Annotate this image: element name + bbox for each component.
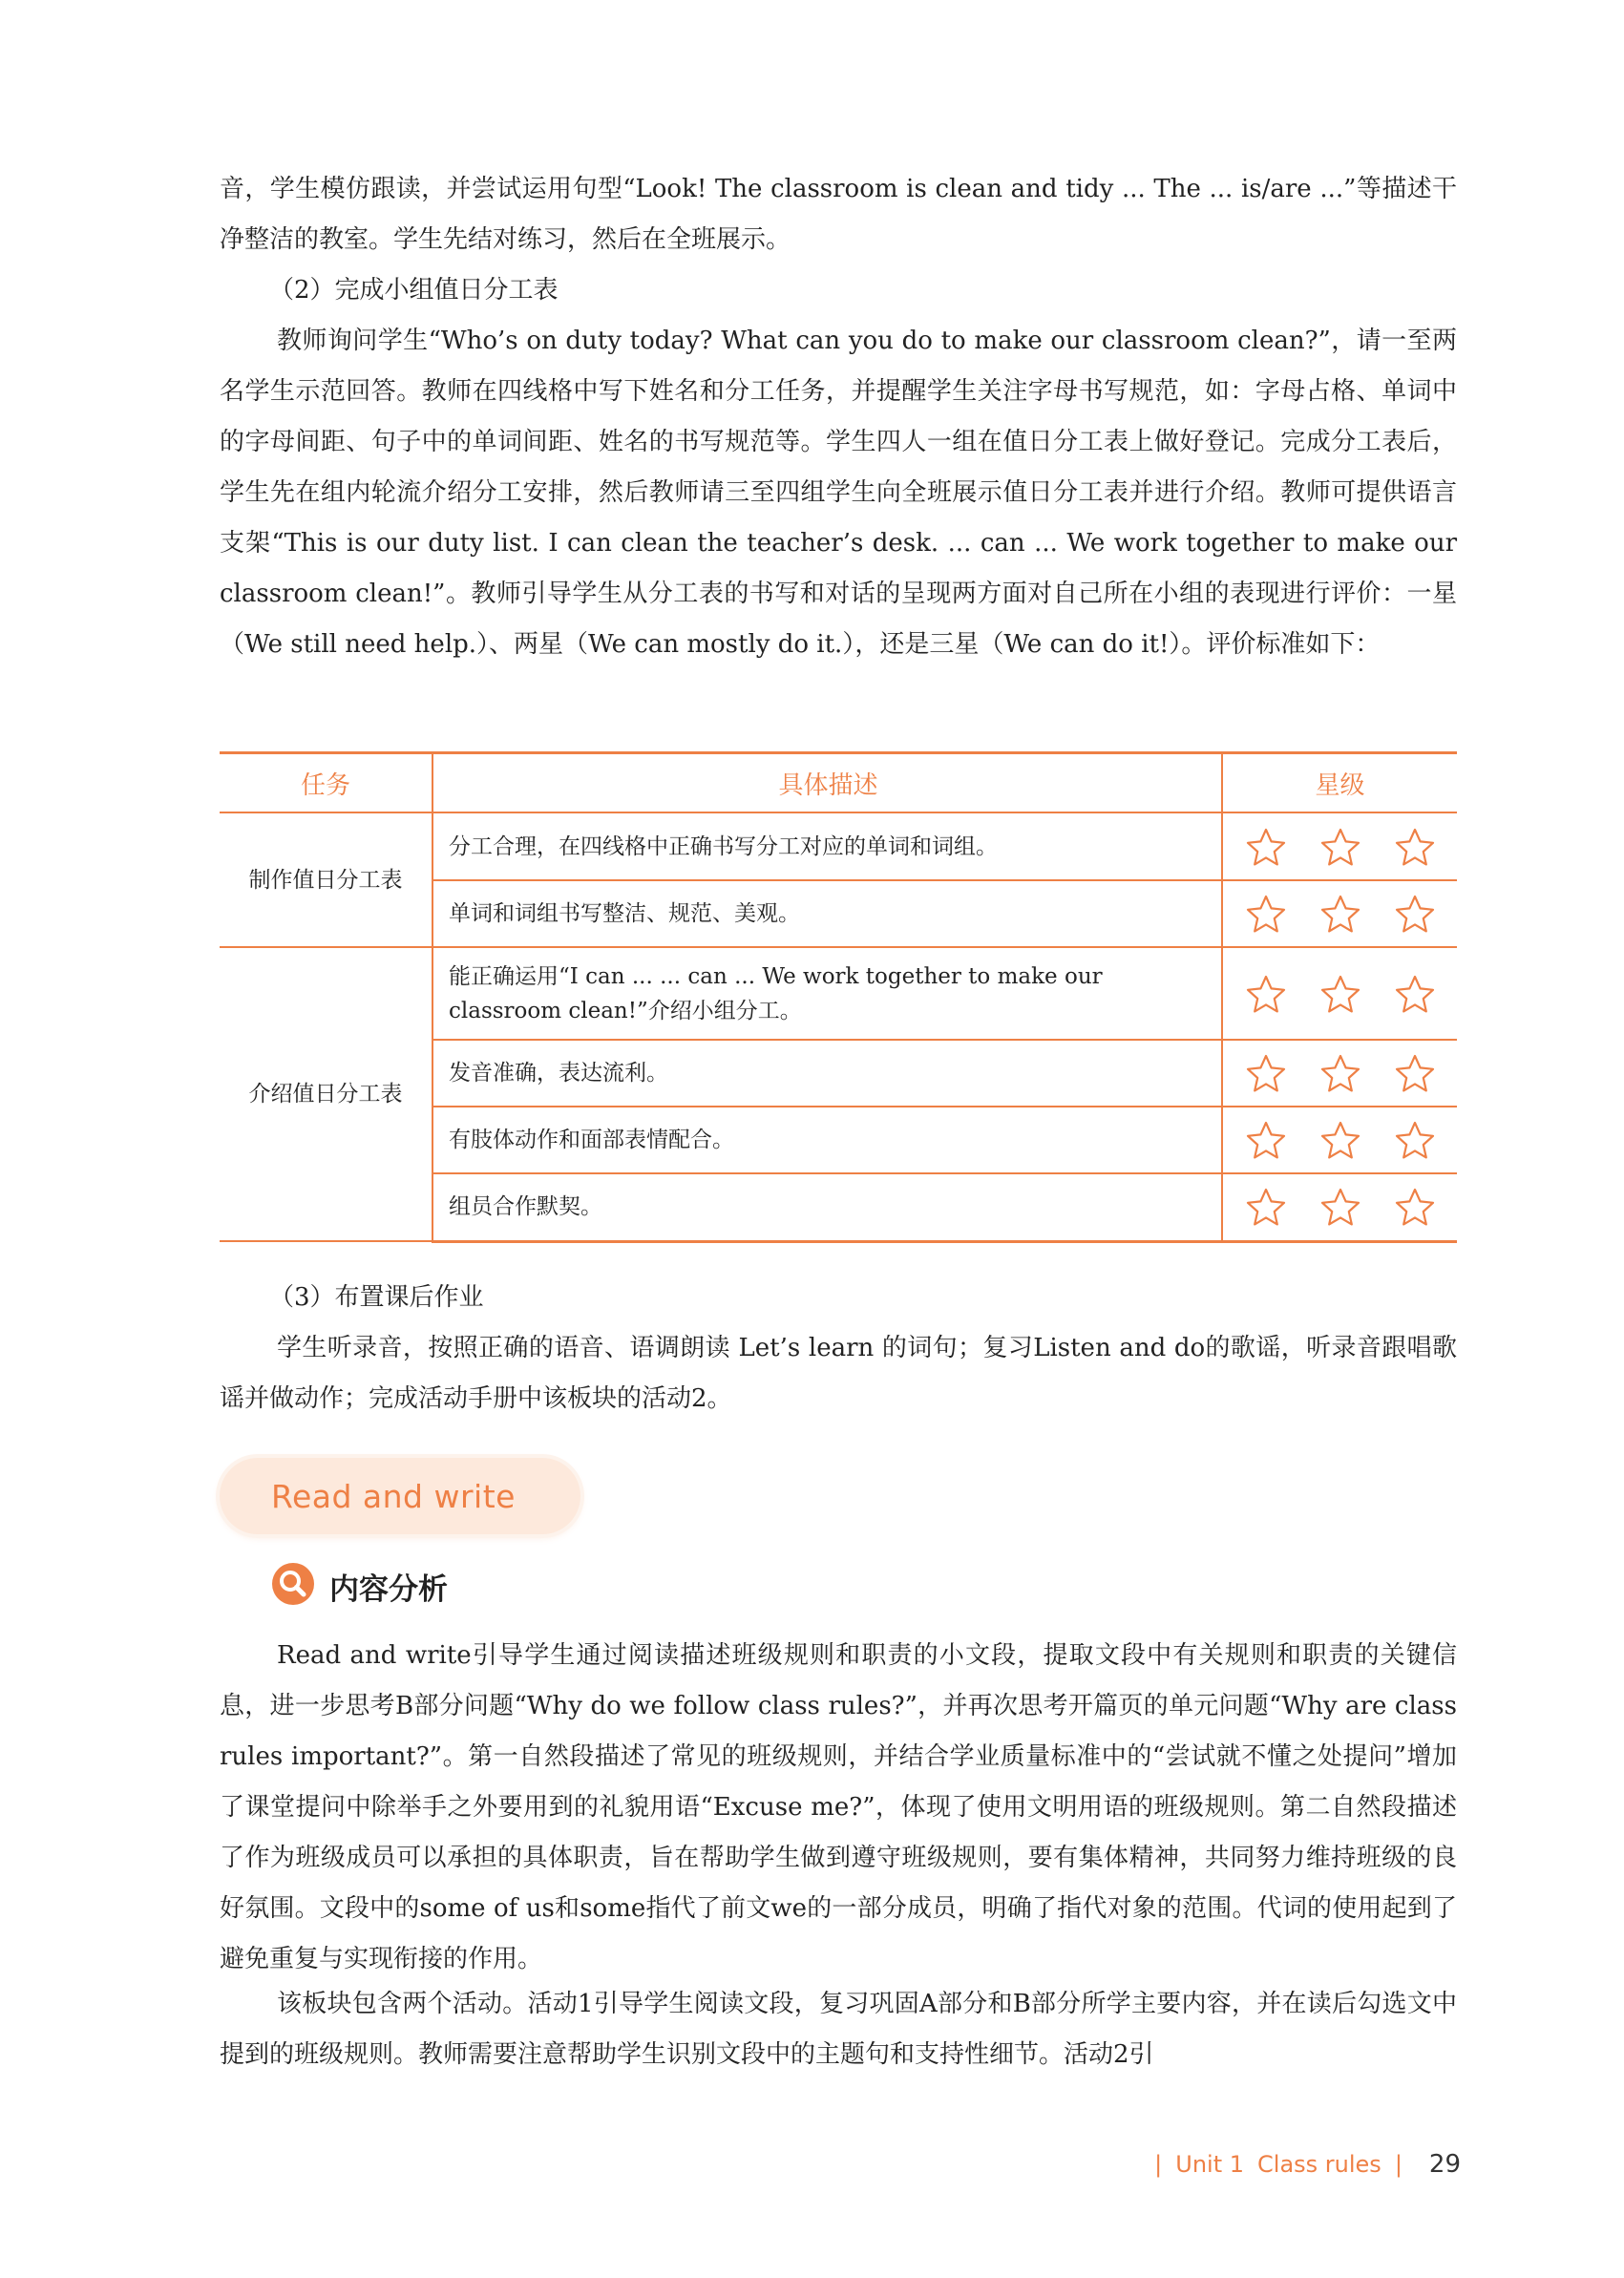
- star-outline-icon: [1319, 894, 1361, 934]
- star-outline-icon: [1319, 1053, 1361, 1093]
- intro-paragraph: 音，学生模仿跟读，并尝试运用句型“Look! The classroom is clean and tidy ... The ... is/are ...”等描述干净整洁的教室。学生先结对练习，然后在全班展示。: [220, 175, 1457, 254]
- analysis-paragraph-2: 该板块包含两个活动。活动1引导学生阅读文段，复习巩固A部分和B部分所学主要内容，并在读后勾选文中提到的班级规则。教师需要注意帮助学生识别文段中的主题句和支持性细节。活动2引: [220, 1990, 1457, 2069]
- header-description: 具体描述: [432, 753, 1222, 813]
- star-outline-icon: [1245, 1053, 1287, 1093]
- star-rating: [1224, 1187, 1456, 1227]
- page-number: 29: [1428, 2150, 1461, 2179]
- star-outline-icon: [1394, 974, 1436, 1014]
- footer-separator: |: [1154, 2151, 1163, 2178]
- magnifier-icon: [270, 1561, 316, 1611]
- section-pill-label: Read and write: [271, 1477, 516, 1515]
- star-outline-icon: [1245, 894, 1287, 934]
- step3-paragraph: 学生听录音，按照正确的语音、语调朗读 Let’s learn 的词句；复习Listen and do的歌谣，听录音跟唱歌谣并做动作；完成活动手册中该板块的活动2。: [220, 1334, 1457, 1413]
- star-outline-icon: [1394, 894, 1436, 934]
- description-cell: 分工合理，在四线格中正确书写分工对应的单词和词组。: [432, 812, 1222, 880]
- description-cell: 单词和词组书写整洁、规范、美观。: [432, 880, 1222, 947]
- table-row: [220, 812, 1457, 880]
- star-outline-icon: [1245, 827, 1287, 867]
- footer-unit: Unit 1: [1175, 2151, 1245, 2178]
- star-outline-icon: [1245, 1187, 1287, 1227]
- table-header-row: [220, 753, 1457, 813]
- rating-cell: [1222, 1040, 1457, 1107]
- description-cell: 能正确运用“I can ... ... can ... We work together to make our classroom clean!”介绍小组分工。: [432, 947, 1222, 1040]
- step2-heading: （2）完成小组值日分工表: [269, 276, 559, 305]
- section-pill: [220, 1458, 580, 1534]
- task-cell: 介绍值日分工表: [220, 947, 432, 1241]
- description-cell: 有肢体动作和面部表情配合。: [432, 1107, 1222, 1173]
- rating-cell: [1222, 880, 1457, 947]
- star-rating: [1224, 827, 1456, 867]
- header-task: 任务: [220, 753, 432, 813]
- description-cell: 发音准确，表达流利。: [432, 1040, 1222, 1107]
- star-outline-icon: [1394, 1120, 1436, 1160]
- star-rating: [1224, 1053, 1456, 1093]
- section-title: 内容分析: [329, 1571, 448, 1607]
- star-rating: [1224, 1120, 1456, 1160]
- step3-heading: （3）布置课后作业: [269, 1283, 484, 1312]
- star-outline-icon: [1245, 974, 1287, 1014]
- table-row: [220, 947, 1457, 1040]
- rating-cell: [1222, 1173, 1457, 1241]
- header-rating: 星级: [1222, 753, 1457, 813]
- footer-separator: |: [1394, 2151, 1403, 2178]
- evaluation-table: [220, 751, 1457, 1243]
- star-outline-icon: [1394, 1053, 1436, 1093]
- star-outline-icon: [1245, 1120, 1287, 1160]
- star-outline-icon: [1319, 827, 1361, 867]
- star-outline-icon: [1319, 974, 1361, 1014]
- star-outline-icon: [1394, 1187, 1436, 1227]
- star-outline-icon: [1319, 1120, 1361, 1160]
- star-outline-icon: [1394, 827, 1436, 867]
- rating-cell: [1222, 947, 1457, 1040]
- task-cell: 制作值日分工表: [220, 812, 432, 947]
- star-rating: [1224, 894, 1456, 934]
- step2-paragraph: 教师询问学生“Who’s on duty today? What can you do to make our classroom clean?”，请一至两名学生示范回答。教师在四线格中写下姓名和分工任务，并提醒学生关注字母书写规范，如：字母占格、单词中的字母间距、句子中的单词间距、姓名的书写规范等。学生四人一组在值日分工表上做好登记。完成分工表后，学生先在组内轮流介绍分工安排，然后教师请三至四组学生向全班展示值日分工表并进行介绍。教师可提供语言支架“This is our duty list. I can clean the teacher’s desk. ... can ... We work together to make our classroom clean!”。教师引导学生从分工表的书写和对话的呈现两方面对自己所在小组的表现进行评价：一星（We still need help.）、两星（We can mostly do it.），还是三星（We can do it!）。评价标准如下：: [220, 327, 1457, 659]
- page-footer: [1154, 2150, 1461, 2179]
- rating-cell: [1222, 812, 1457, 880]
- star-rating: [1224, 974, 1456, 1014]
- section-heading: [270, 1560, 448, 1612]
- description-cell: 组员合作默契。: [432, 1173, 1222, 1241]
- rating-cell: [1222, 1107, 1457, 1173]
- analysis-paragraph-1: Read and write引导学生通过阅读描述班级规则和职责的小文段，提取文段中有关规则和职责的关键信息，进一步思考B部分问题“Why do we follow class rules?”，并再次思考开篇页的单元问题“Why are class rules important?”。第一自然段描述了常见的班级规则，并结合学业质量标准中的“尝试就不懂之处提问”增加了课堂提问中除举手之外要用到的礼貌用语“Excuse me?”，体现了使用文明用语的班级规则。第二自然段描述了作为班级成员可以承担的具体职责，旨在帮助学生做到遵守班级规则，要有集体精神，共同努力维持班级的良好氛围。文段中的some of us和some指代了前文we的一部分成员，明确了指代对象的范围。代词的使用起到了避免重复与实现衔接的作用。: [220, 1641, 1457, 1973]
- star-outline-icon: [1319, 1187, 1361, 1227]
- footer-unit-title: Class rules: [1257, 2151, 1381, 2178]
